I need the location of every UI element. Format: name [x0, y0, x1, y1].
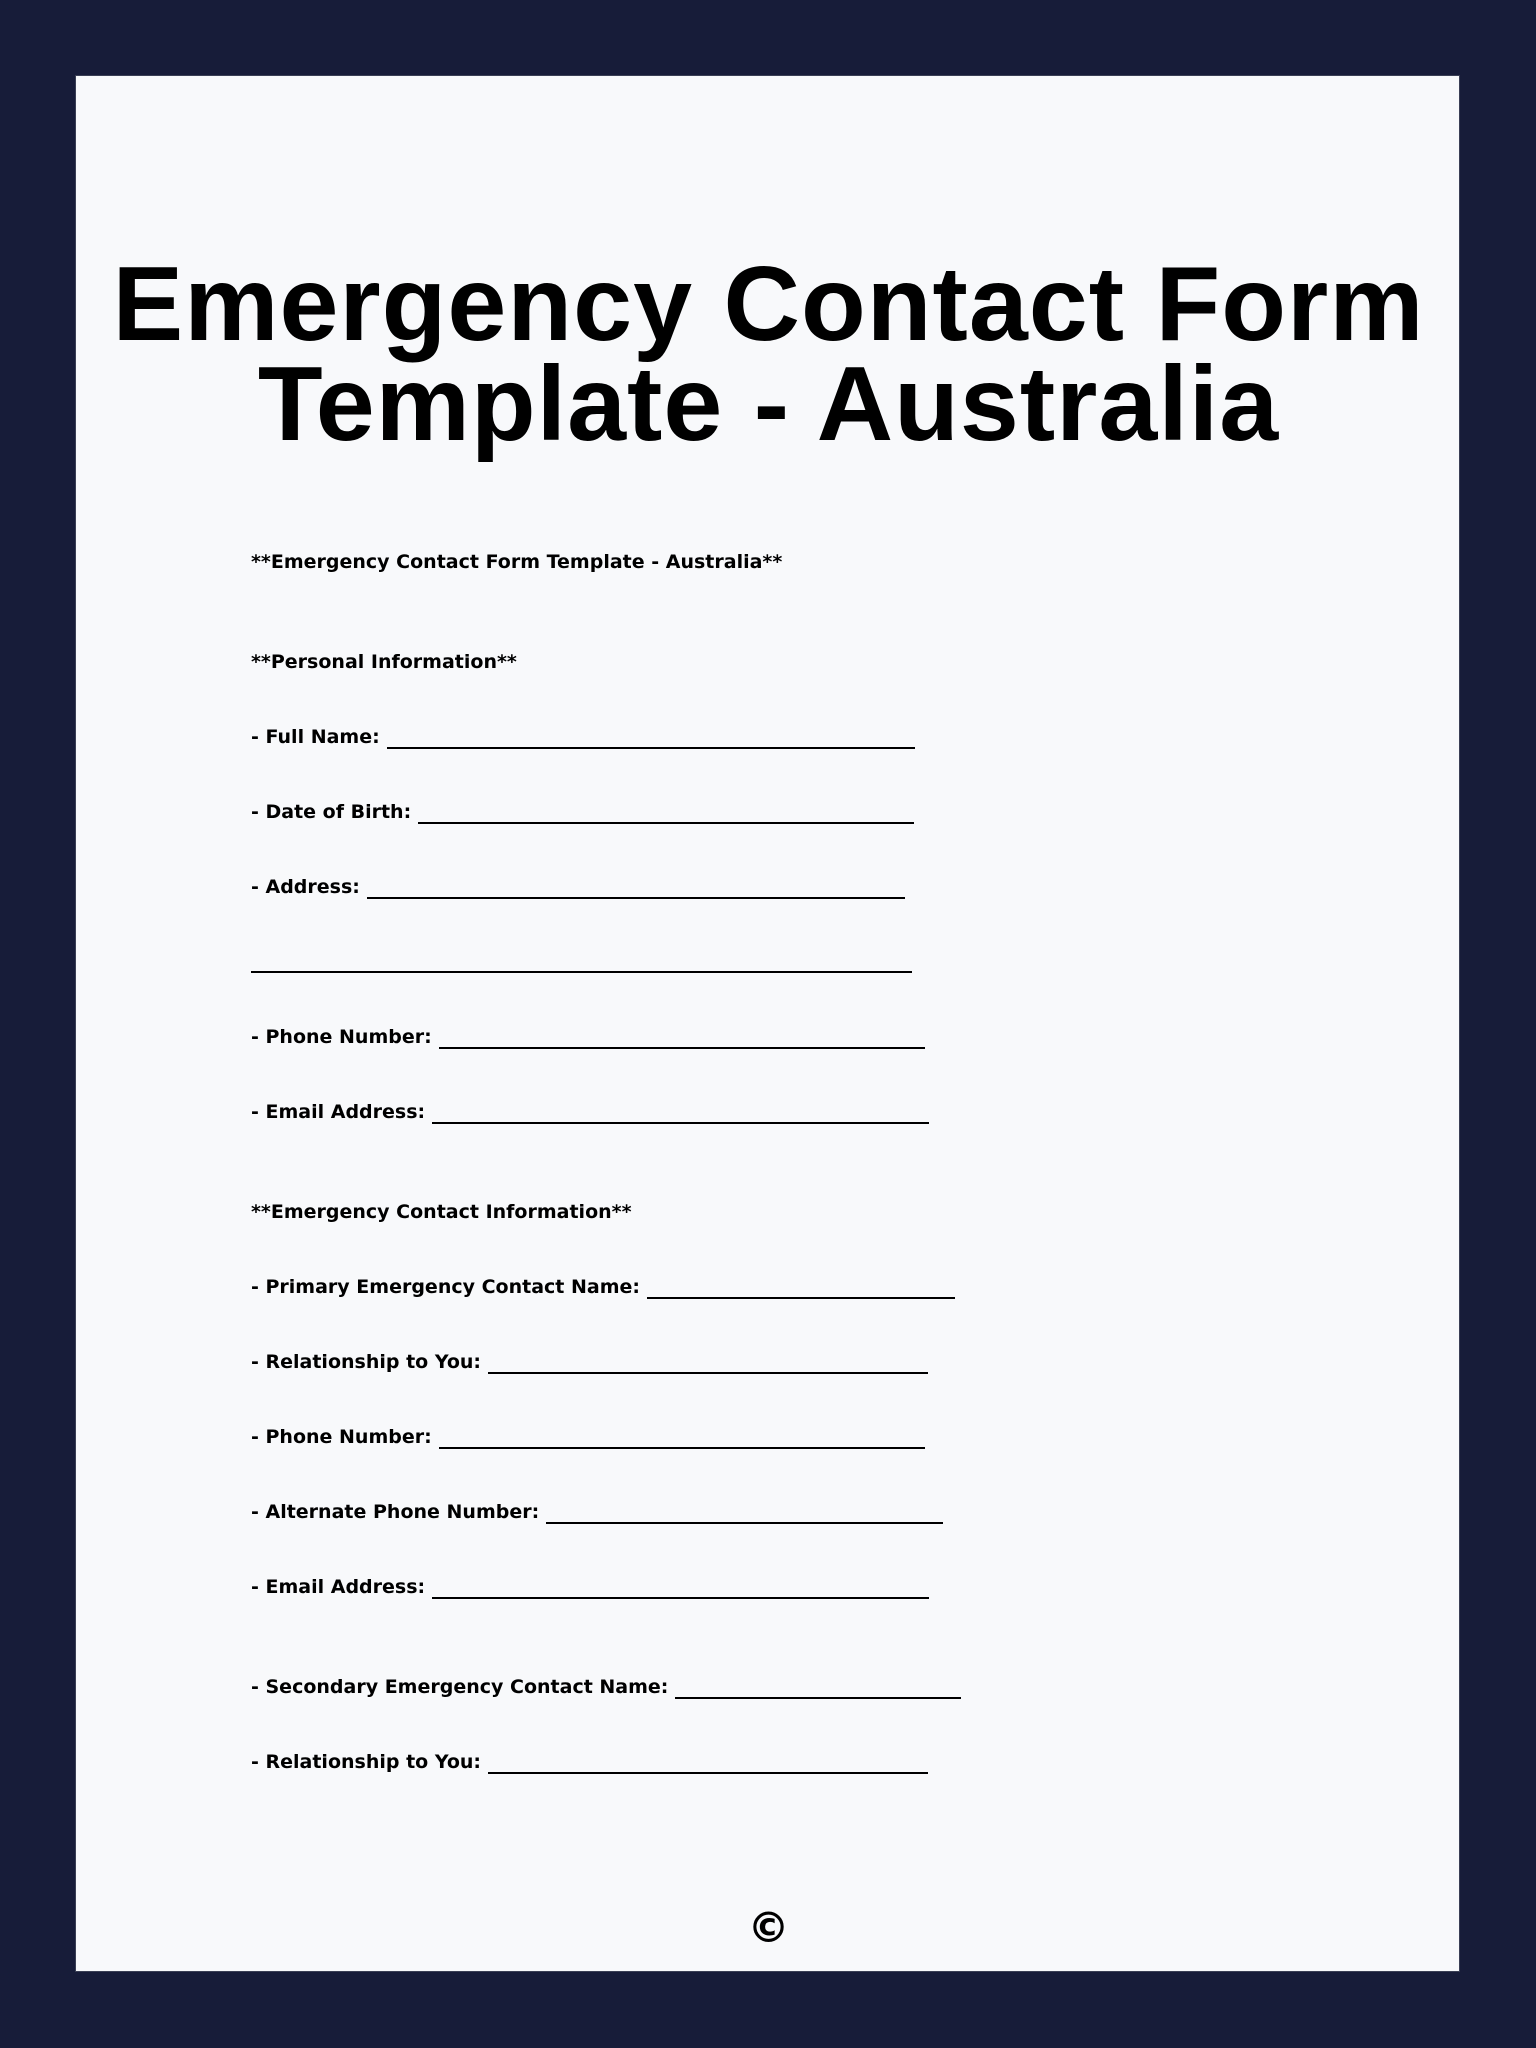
- address-second-line-blank[interactable]: [251, 971, 912, 973]
- primary-phone-label: - Phone Number:: [251, 1426, 432, 1448]
- address-field: [251, 875, 905, 899]
- secondary-contact-name-blank[interactable]: [675, 1675, 961, 1699]
- email-address-blank[interactable]: [432, 1100, 929, 1124]
- date-of-birth-label: - Date of Birth:: [251, 801, 412, 823]
- emergency-section-title: **Emergency Contact Information**: [251, 1201, 632, 1223]
- address-blank[interactable]: [367, 875, 905, 899]
- full-name-field: [251, 725, 915, 749]
- primary-phone-field: [251, 1425, 925, 1449]
- address-label: - Address:: [251, 876, 360, 898]
- full-name-blank[interactable]: [387, 725, 915, 749]
- primary-alt-phone-blank[interactable]: [546, 1500, 943, 1524]
- copyright-icon: ©: [747, 1903, 790, 1952]
- primary-alt-phone-field: [251, 1500, 943, 1524]
- email-address-label: - Email Address:: [251, 1101, 426, 1123]
- primary-contact-name-label: - Primary Emergency Contact Name:: [251, 1276, 640, 1298]
- personal-section-title: **Personal Information**: [251, 651, 517, 673]
- primary-alt-phone-label: - Alternate Phone Number:: [251, 1501, 540, 1523]
- phone-number-blank[interactable]: [439, 1025, 925, 1049]
- primary-relationship-blank[interactable]: [488, 1350, 928, 1374]
- primary-relationship-label: - Relationship to You:: [251, 1351, 482, 1373]
- secondary-relationship-field: [251, 1750, 928, 1774]
- phone-number-field: [251, 1025, 925, 1049]
- secondary-relationship-blank[interactable]: [488, 1750, 928, 1774]
- primary-relationship-field: [251, 1350, 928, 1374]
- full-name-label: - Full Name:: [251, 726, 380, 748]
- phone-number-label: - Phone Number:: [251, 1026, 432, 1048]
- email-address-field: [251, 1100, 929, 1124]
- primary-email-label: - Email Address:: [251, 1576, 426, 1598]
- primary-email-field: [251, 1575, 929, 1599]
- date-of-birth-field: [251, 800, 914, 824]
- date-of-birth-blank[interactable]: [418, 800, 914, 824]
- primary-contact-name-field: [251, 1275, 955, 1299]
- document-page: [75, 75, 1460, 1972]
- document-title: Emergency Contact Form Template - Australia: [112, 245, 1425, 463]
- primary-contact-name-blank[interactable]: [647, 1275, 955, 1299]
- secondary-contact-name-label: - Secondary Emergency Contact Name:: [251, 1676, 669, 1698]
- secondary-relationship-label: - Relationship to You:: [251, 1751, 482, 1773]
- primary-email-blank[interactable]: [432, 1575, 929, 1599]
- form-heading: **Emergency Contact Form Template - Australia**: [251, 551, 783, 573]
- secondary-contact-name-field: [251, 1675, 961, 1699]
- primary-phone-blank[interactable]: [439, 1425, 925, 1449]
